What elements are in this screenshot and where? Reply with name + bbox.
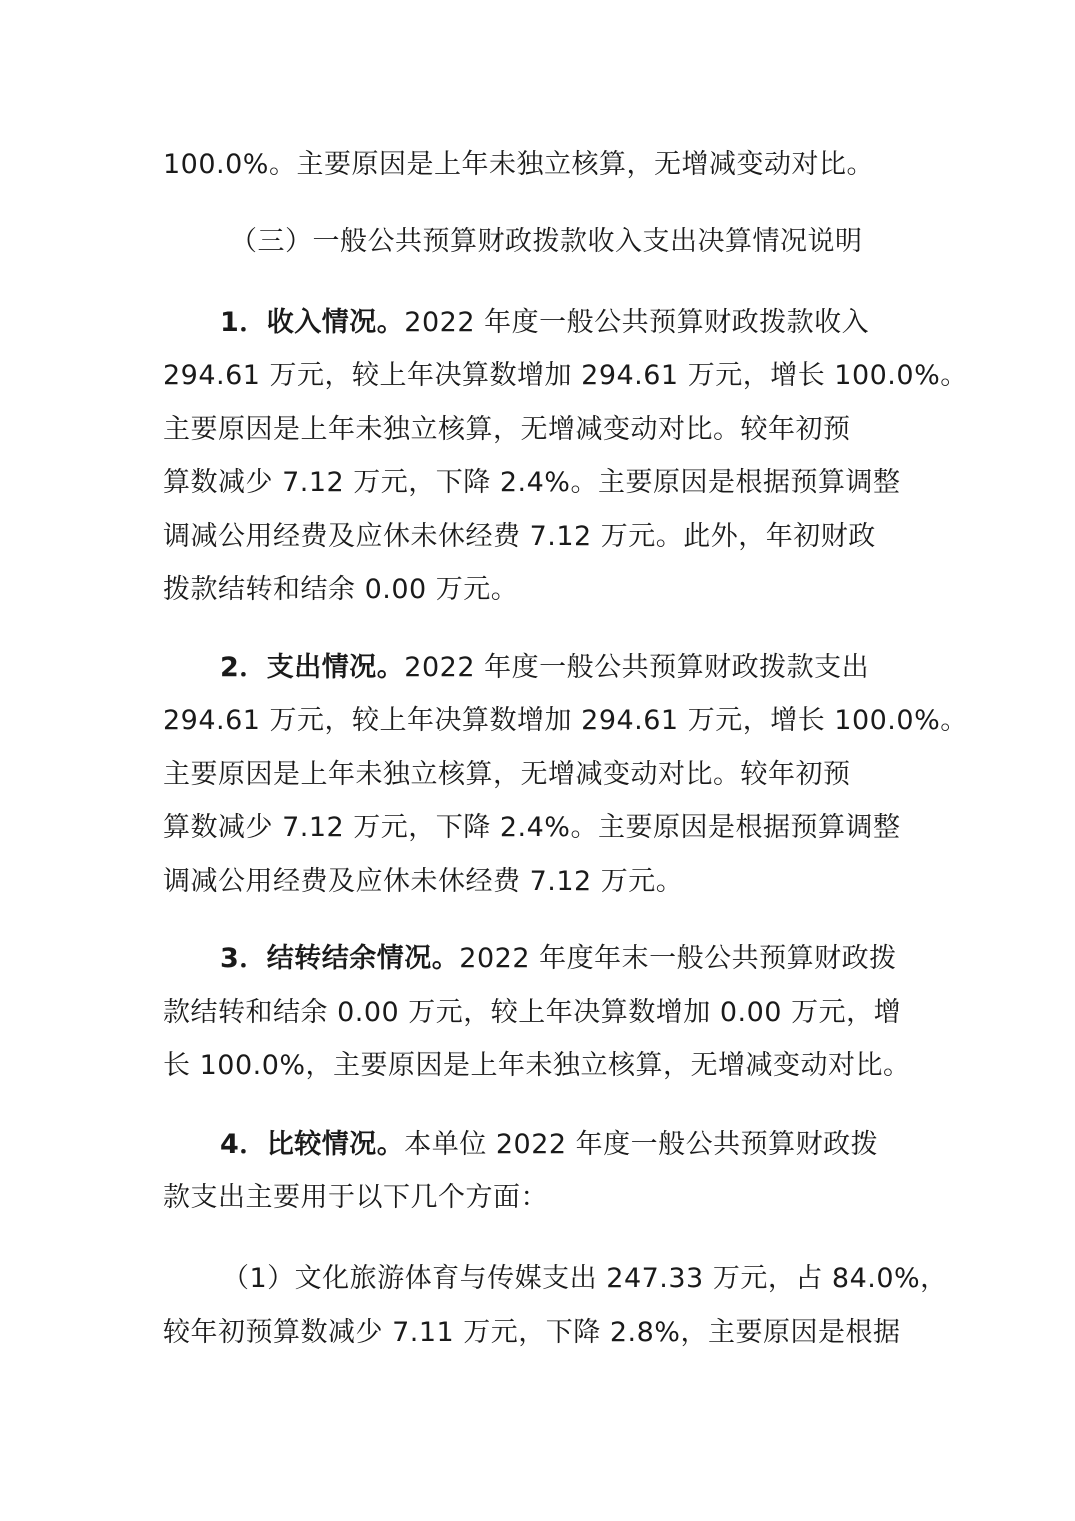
paragraph-line: 款结转和结余 0.00 万元，较上年决算数增加 0.00 万元，增 xyxy=(163,997,902,1028)
paragraph-line: （1）文化旅游体育与传媒支出 247.33 万元，占 84.0%， xyxy=(222,1263,948,1294)
paragraph-line: 294.61 万元，较上年决算数增加 294.61 万元，增长 100.0%。 xyxy=(163,705,968,736)
paragraph-line: 算数减少 7.12 万元，下降 2.4%。主要原因是根据预算调整 xyxy=(163,467,901,498)
item-text: 2022 年度一般公共预算财政拨款收入 xyxy=(404,307,870,338)
paragraph-line: 294.61 万元，较上年决算数增加 294.61 万元，增长 100.0%。 xyxy=(163,360,968,391)
item-heading: 3．结转结余情况。 xyxy=(220,943,460,974)
item-text: 2022 年度一般公共预算财政拨款支出 xyxy=(404,652,870,683)
paragraph-line: 算数减少 7.12 万元，下降 2.4%。主要原因是根据预算调整 xyxy=(163,812,901,843)
item-heading: 4．比较情况。 xyxy=(220,1129,405,1160)
paragraph-line: 款支出主要用于以下几个方面： xyxy=(163,1182,548,1213)
item-text: 本单位 2022 年度一般公共预算财政拨 xyxy=(404,1129,879,1160)
item-heading: 2．支出情况。 xyxy=(220,652,405,683)
paragraph-line: 主要原因是上年未独立核算，无增减变动对比。较年初预 xyxy=(163,759,851,790)
paragraph-line: 较年初预算数减少 7.11 万元，下降 2.8%，主要原因是根据 xyxy=(163,1317,901,1348)
paragraph-line xyxy=(220,1127,878,1163)
paragraph-line: 调减公用经费及应休未休经费 7.12 万元。 xyxy=(163,866,684,897)
paragraph-line: 拨款结转和结余 0.00 万元。 xyxy=(163,574,519,605)
item-text: 2022 年度年末一般公共预算财政拨 xyxy=(459,943,897,974)
paragraph-line: 调减公用经费及应休未休经费 7.12 万元。此外，年初财政 xyxy=(163,521,876,552)
paragraph-line: 长 100.0%，主要原因是上年未独立核算，无增减变动对比。 xyxy=(163,1050,911,1081)
section-heading: （三）一般公共预算财政拨款收入支出决算情况说明 xyxy=(230,226,863,257)
paragraph-line xyxy=(220,941,897,977)
paragraph-line: 100.0%。主要原因是上年未独立核算，无增减变动对比。 xyxy=(163,149,874,180)
paragraph-line: 主要原因是上年未独立核算，无增减变动对比。较年初预 xyxy=(163,414,851,445)
paragraph-line xyxy=(220,305,869,341)
item-heading: 1．收入情况。 xyxy=(220,307,405,338)
paragraph-line xyxy=(220,650,869,686)
